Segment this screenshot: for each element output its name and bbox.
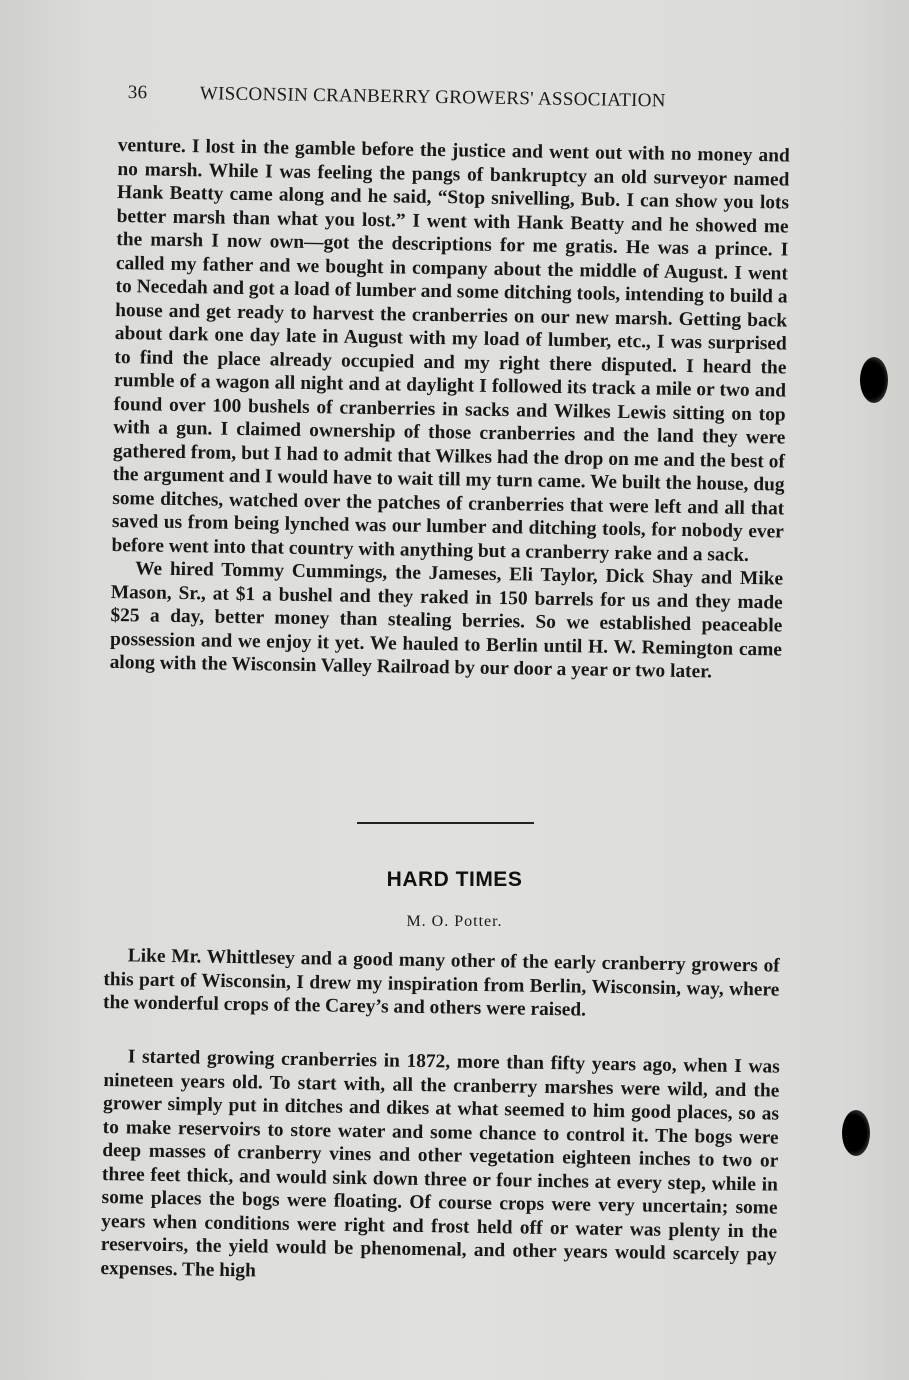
article-paragraph-1: Like Mr. Whittlesey and a good many other of the early cranberry growers of this part of Wisconsin, I drew my inspiration from Berlin, Wisconsin, way, where the wonderful crops of the Carey’s and others were raised. — [102, 945, 780, 1021]
article-title: HARD TIMES — [386, 868, 523, 891]
page-number: 36 — [127, 82, 148, 104]
continued-text-block — [110, 134, 790, 685]
continued-paragraph: venture. I lost in the gamble before the justice and went out with no money and no marsh. While I was feeling the pangs of bankruptcy an old surveyor named Hank Beatty came along and he said, “Stop snivelling, Bub. I can show you lots better marsh than what you lost.” I went with Hank Beatty and he showed me the marsh I now own—got the descriptions for me gratis. He was a prince. I called my father and we bought in company about the middle of August. I went to Necedah and got a load of lumber and some ditching tools, intending to build a house and get ready to harvest the cranberries on our new marsh. Getting back about dark one day late in August with my load of lumber, etc., I was surprised to find the place already occupied and my right there disputed. I heard the rumble of a wagon all night and at daylight I followed its track a mile or two and found over 100 bushels of cranberries in sacks and Wilkes Lewis sitting on top with a gun. I claimed ownership of those cranberries and the land they were gathered from, but I had to admit that Wilkes had the drop on me and the best of the argument and I would have to wait till my turn came. We built the house, dug some ditches, watched over the patches of cranberries that were left and all that saved us from being lynched was our lumber and ditching tools, for nobody ever before went into that country with anything but a cranberry rake and a sack. — [111, 134, 790, 566]
article-paragraph-2: I started growing cranberries in 1872, more than fifty years ago, when I was nineteen years old. To start with, all the cranberry marshes were wild, and the grower simply put in ditches and dikes at what seemed to him good places, so as to make reservoirs to store water and some chance to control it. The bogs were deep masses of cranberry vines and other vegetation eighteen inches to two or three feet thick, and would sink down three or four inches at every step, while in some places the bogs were floating. Of course crops were very uncertain; some years when conditions were right and frost held off or water was plenty in the reservoirs, the yield would be phenomenal, and other years would scarcely pay expenses. The high — [100, 1046, 780, 1281]
running-header — [128, 82, 748, 114]
continued-paragraph-2: We hired Tommy Cummings, the Jameses, Eli Taylor, Dick Shay and Mike Mason, Sr., at $1 a bushel and they raked in 150 barrels for us and they made $25 a day, better money than stealing berries. So we established peaceable possession and we enjoy it yet. We hauled to Berlin until H. W. Remington came along with the Wisconsin Valley Railroad by our door a year or two later. — [109, 558, 784, 683]
running-title: WISCONSIN CRANBERRY GROWERS' ASSOCIATION — [199, 83, 666, 112]
article-author: M. O. Potter. — [406, 913, 503, 930]
binding-hole — [860, 357, 888, 403]
binding-hole — [842, 1110, 870, 1156]
section-divider — [357, 822, 534, 824]
